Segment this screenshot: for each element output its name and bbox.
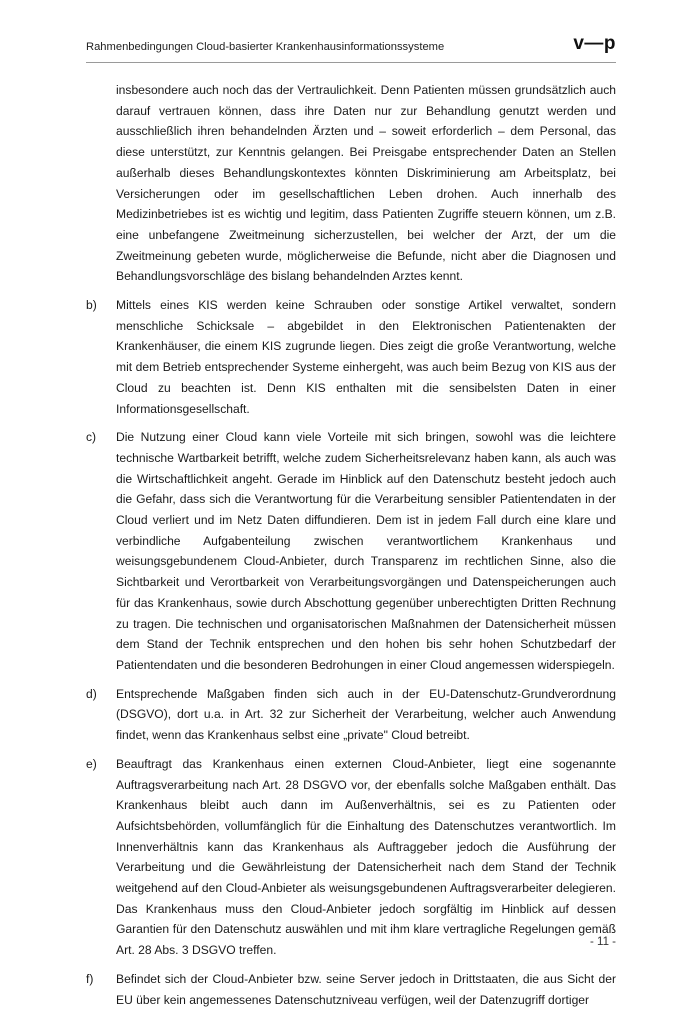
intro-paragraph: insbesondere auch noch das der Vertraulichkeit. Denn Patienten müssen grundsätzlich auch darauf vertrauen können, dass ihre Daten nur zur Behandlung genutzt werden und ausschließlich ihren behandelnden Ärzten und – soweit erforderlich – dem Personal, das diese unterstützt, zur Kenntnis gelangen. Bei Preisgabe entsprechender Daten an Stellen außerhalb dieses Behandlungskontextes könnten Diskriminierung am Arbeitsplatz, bei Versicherungen oder im gesellschaftlichen Leben drohen. Auch innerhalb des Medizinbetriebes ist es wichtig und legitim, dass Patienten Zugriffe steuern können, um z.B. eine unbefangene Zweitmeinung sicherzustellen, bei welcher der Arzt, der um die Zweitmeinung gebeten wurde, möglicherweise die Befunde, nicht aber die Diagnosen und Behandlungsvorschläge des bislang behandelnden Arztes kennt. (116, 83, 616, 284)
list-item-b (86, 295, 616, 419)
vp-logo: v—p (573, 33, 616, 54)
list-marker: e) (86, 756, 97, 771)
list-item-text: Die Nutzung einer Cloud kann viele Vorteile mit sich bringen, sowohl was die leichtere technische Wartbarkeit betrifft, welche zudem Sicherheitsrelevanz haben kann, als auch was die Wirtschaftlichkeit angeht. Gerade im Hinblick auf den Datenschutz besteht jedoch auch die Gefahr, dass sich die Verantwortung für die Verarbeitung sensibler Patientendaten in der Cloud verliert und im Netz Daten diffundieren. Dem ist in jedem Fall durch eine klare und verbindliche Aufgabenteilung zwischen verantwortlichem Krankenhaus und weisungsgebundenem Cloud-Anbieter, durch Transparenz im rechtlichen Sinne, also die Sichtbarkeit und Verortbarkeit von Verarbeitungsvorgängen und Datenspeicherungen auch für das Krankenhaus, sowie durch Abschottung gegenüber unberechtigten Dritten Rechnung zu tragen. Die technischen und organisatorischen Maßnahmen der Datensicherheit müssen dem Stand der Technik entsprechen und den hohen bis sehr hohen Schutzbedarf der Patientendaten und die besonderen Bedrohungen in einer Cloud angemessen widerspiegeln. (116, 430, 616, 672)
list-marker: d) (86, 686, 97, 701)
header-title: Rahmenbedingungen Cloud-basierter Krankenhausinformationssysteme (86, 41, 445, 53)
list-item-text: Entsprechende Maßgaben finden sich auch in der EU-Datenschutz-Grundverordnung (DSGVO), dort u.a. in Art. 32 zur Sicherheit der Verarbeitung, welcher auch Anwendung findet, wenn das Krankenhaus selbst eine „private" Cloud betreibt. (116, 686, 616, 743)
list-marker: f) (86, 971, 94, 986)
list-marker: c) (86, 430, 97, 445)
list-item-c (86, 427, 616, 675)
list-item-text: Beauftragt das Krankenhaus einen externen Cloud-Anbieter, liegt eine sogenannte Auftragsverarbeitung nach Art. 28 DSGVO vor, der ebenfalls solche Maßgaben enthält. Das Krankenhaus bleibt auch dann im Außenverhältnis, sei es zu Patienten oder Aufsichtsbehörden, vollumfänglich für die Einhaltung des Datenschutzes verantwortlich. Im Innenverhältnis kann das Krankenhaus als Auftraggeber jedoch die Ausführung der Verarbeitung und die Gewährleistung der Datensicherheit nach dem Stand der Technik weitgehend auf den Cloud-Anbieter als weisungsgebundenen Auftragsverarbeiter delegieren. Das Krankenhaus muss den Cloud-Anbieter jedoch sorgfältig im Hinblick auf dessen Garantien für den Datenschutz auswählen und mit ihm klare vertragliche Regelungen gemäß Art. 28 Abs. 3 DSGVO treffen. (116, 756, 616, 958)
page-number: - 11 - (590, 936, 616, 948)
list-item-text: Mittels eines KIS werden keine Schrauben oder sonstige Artikel verwaltet, sondern menschliche Schicksale – abgebildet in den Elektronischen Patientenakten der Krankenhäuser, die einem KIS zugrunde liegen. Dies zeigt die große Verantwortung, welche mit dem Betrieb entsprechender Systeme einhergeht, was auch beim Bezug von KIS aus der Cloud zu beachten ist. Denn KIS enthalten mit die sensibelsten Daten in einer Informationsgesellschaft. (116, 298, 616, 416)
list-item-d (86, 684, 616, 746)
list-marker: b) (86, 298, 97, 313)
list-item-e (86, 754, 616, 961)
page-header (86, 33, 616, 63)
document-body (86, 80, 616, 1018)
list-item-text: Befindet sich der Cloud-Anbieter bzw. seine Server jedoch in Drittstaaten, die aus Sicht der EU über kein angemessenes Datenschutzniveau verfügen, weil der Datenzugriff dortiger (116, 971, 616, 1007)
